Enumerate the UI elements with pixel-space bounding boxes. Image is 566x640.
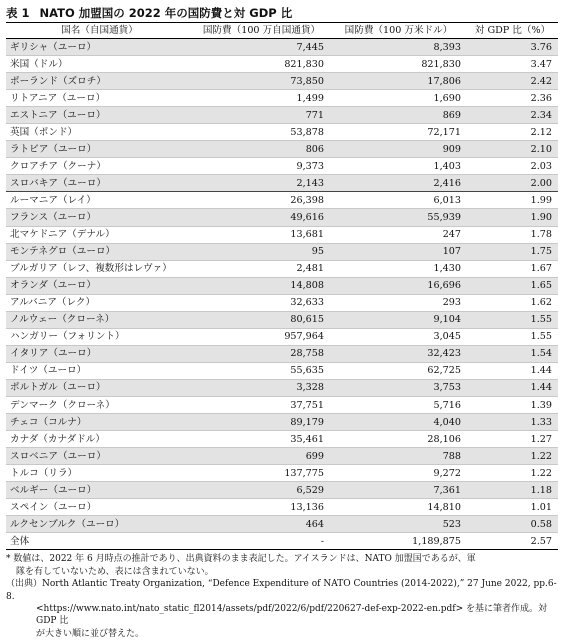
table-row [6, 499, 558, 516]
cell-country: アルバニア（レク） [6, 294, 193, 311]
cell-usd: 1,189,875 [330, 533, 467, 550]
cell-gdp-ratio: 1.22 [467, 465, 558, 482]
cell-usd: 5,716 [330, 396, 467, 413]
table-row [6, 209, 558, 226]
cell-local-currency: 806 [193, 141, 330, 158]
cell-local-currency: 73,850 [193, 73, 330, 90]
cell-local-currency: 35,461 [193, 431, 330, 448]
defence-expenditure-table [6, 22, 558, 550]
cell-local-currency: 14,808 [193, 277, 330, 294]
cell-local-currency: 89,179 [193, 414, 330, 431]
table-header-row [6, 23, 558, 39]
cell-country: モンテネグロ（ユーロ） [6, 243, 193, 260]
cell-country: ラトビア（ユーロ） [6, 141, 193, 158]
cell-usd: 1,430 [330, 260, 467, 277]
cell-local-currency: 49,616 [193, 209, 330, 226]
table-row [6, 141, 558, 158]
cell-local-currency: 53,878 [193, 124, 330, 141]
cell-usd: 4,040 [330, 414, 467, 431]
note-estimate-cont: 隊を有していないため、表には含まれていない。 [16, 566, 214, 577]
cell-usd: 869 [330, 107, 467, 124]
cell-usd: 9,104 [330, 311, 467, 328]
cell-local-currency: 80,615 [193, 311, 330, 328]
table-row [6, 294, 558, 311]
cell-usd: 788 [330, 448, 467, 465]
cell-usd: 821,830 [330, 56, 467, 73]
cell-usd: 6,013 [330, 192, 467, 209]
cell-country: ノルウェー（クローネ） [6, 311, 193, 328]
cell-local-currency: - [193, 533, 330, 550]
table-body [6, 39, 558, 550]
table-number: 表 1 [6, 6, 30, 20]
cell-country: エストニア（ユーロ） [6, 107, 193, 124]
table-row [6, 175, 558, 192]
cell-country: ポーランド（ズロチ） [6, 73, 193, 90]
cell-usd: 14,810 [330, 499, 467, 516]
table-row [6, 56, 558, 73]
cell-gdp-ratio: 1.22 [467, 448, 558, 465]
cell-local-currency: 2,143 [193, 175, 330, 192]
header-gdp-ratio: 対 GDP 比（%） [467, 23, 558, 39]
cell-country: ルクセンブルク（ユーロ） [6, 516, 193, 533]
cell-local-currency: 771 [193, 107, 330, 124]
table-row [6, 311, 558, 328]
table-title [6, 4, 560, 22]
cell-country: 全体 [6, 533, 193, 550]
cell-local-currency: 464 [193, 516, 330, 533]
cell-country: 北マケドニア（デナル） [6, 226, 193, 243]
cell-usd: 293 [330, 294, 467, 311]
cell-gdp-ratio: 1.78 [467, 226, 558, 243]
cell-local-currency: 699 [193, 448, 330, 465]
cell-gdp-ratio: 3.47 [467, 56, 558, 73]
table-row [6, 73, 558, 90]
note-source-url: <https://www.nato.int/nato_static_fl2014/assets/pdf/2022/6/pdf/220627-def-exp-2022-en.pdf> を基に筆者作成。対 GDP 比 [36, 604, 548, 627]
table-title-text: NATO 加盟国の 2022 年の国防費と対 GDP 比 [39, 6, 293, 20]
table-row [6, 379, 558, 396]
table-row [6, 107, 558, 124]
cell-local-currency: 9,373 [193, 158, 330, 175]
cell-gdp-ratio: 1.55 [467, 311, 558, 328]
cell-usd: 523 [330, 516, 467, 533]
cell-usd: 107 [330, 243, 467, 260]
table-row [6, 158, 558, 175]
cell-country: ルーマニア（レイ） [6, 192, 193, 209]
table-total-row [6, 533, 558, 550]
table-row [6, 345, 558, 362]
cell-gdp-ratio: 1.67 [467, 260, 558, 277]
cell-gdp-ratio: 1.55 [467, 328, 558, 345]
table-row [6, 396, 558, 413]
cell-usd: 16,696 [330, 277, 467, 294]
cell-local-currency: 37,751 [193, 396, 330, 413]
cell-gdp-ratio: 0.58 [467, 516, 558, 533]
cell-usd: 32,423 [330, 345, 467, 362]
note-estimate: * 数値は、2022 年 6 月時点の推計であり、出典資料のまま表記した。アイスランドは、NATO 加盟国であるが、軍 [6, 554, 476, 565]
table-row [6, 414, 558, 431]
cell-local-currency: 32,633 [193, 294, 330, 311]
cell-local-currency: 2,481 [193, 260, 330, 277]
cell-gdp-ratio: 1.62 [467, 294, 558, 311]
cell-country: スペイン（ユーロ） [6, 499, 193, 516]
cell-country: スロベニア（ユーロ） [6, 448, 193, 465]
cell-gdp-ratio: 1.75 [467, 243, 558, 260]
cell-local-currency: 1,499 [193, 90, 330, 107]
cell-country: 英国（ポンド） [6, 124, 193, 141]
cell-usd: 62,725 [330, 362, 467, 379]
table-row [6, 482, 558, 499]
table-row [6, 277, 558, 294]
cell-usd: 2,416 [330, 175, 467, 192]
header-country: 国名（自国通貨） [6, 23, 193, 39]
cell-country: イタリア（ユーロ） [6, 345, 193, 362]
table-row [6, 90, 558, 107]
cell-local-currency: 13,681 [193, 226, 330, 243]
cell-usd: 909 [330, 141, 467, 158]
cell-gdp-ratio: 2.36 [467, 90, 558, 107]
cell-country: チェコ（コルナ） [6, 414, 193, 431]
cell-gdp-ratio: 2.00 [467, 175, 558, 192]
cell-gdp-ratio: 2.03 [467, 158, 558, 175]
cell-country: スロバキア（ユーロ） [6, 175, 193, 192]
cell-gdp-ratio: 1.90 [467, 209, 558, 226]
cell-gdp-ratio: 1.33 [467, 414, 558, 431]
header-usd: 国防費（100 万米ドル） [330, 23, 467, 39]
header-local-currency: 国防費（100 万自国通貨） [193, 23, 330, 39]
cell-country: ギリシャ（ユーロ） [6, 39, 193, 56]
cell-usd: 9,272 [330, 465, 467, 482]
cell-gdp-ratio: 1.54 [467, 345, 558, 362]
cell-local-currency: 95 [193, 243, 330, 260]
cell-country: デンマーク（クローネ） [6, 396, 193, 413]
cell-gdp-ratio: 3.76 [467, 39, 558, 56]
cell-local-currency: 13,136 [193, 499, 330, 516]
table-row [6, 362, 558, 379]
cell-usd: 72,171 [330, 124, 467, 141]
cell-gdp-ratio: 2.10 [467, 141, 558, 158]
cell-country: ポルトガル（ユーロ） [6, 379, 193, 396]
table-row [6, 39, 558, 56]
cell-gdp-ratio: 1.18 [467, 482, 558, 499]
note-source: （出典）North Atlantic Treaty Organization, “Defence Expenditure of NATO Countries (2014-2022),” 27 June 2022, pp.6-8. [6, 579, 557, 602]
cell-country: カナダ（カナダドル） [6, 431, 193, 448]
cell-country: トルコ（リラ） [6, 465, 193, 482]
cell-country: ドイツ（ユーロ） [6, 362, 193, 379]
table-row [6, 243, 558, 260]
cell-local-currency: 957,964 [193, 328, 330, 345]
cell-gdp-ratio: 1.27 [467, 431, 558, 448]
cell-usd: 28,106 [330, 431, 467, 448]
cell-gdp-ratio: 2.57 [467, 533, 558, 550]
cell-local-currency: 3,328 [193, 379, 330, 396]
table-row [6, 431, 558, 448]
cell-country: 米国（ドル） [6, 56, 193, 73]
note-source-cont: が大きい順に並び替えた。 [36, 628, 145, 639]
cell-country: ハンガリー（フォリント） [6, 328, 193, 345]
table-row [6, 226, 558, 243]
cell-local-currency: 7,445 [193, 39, 330, 56]
cell-gdp-ratio: 1.39 [467, 396, 558, 413]
cell-usd: 247 [330, 226, 467, 243]
cell-usd: 7,361 [330, 482, 467, 499]
cell-country: オランダ（ユーロ） [6, 277, 193, 294]
cell-local-currency: 26,398 [193, 192, 330, 209]
cell-local-currency: 137,775 [193, 465, 330, 482]
cell-gdp-ratio: 2.12 [467, 124, 558, 141]
cell-gdp-ratio: 1.65 [467, 277, 558, 294]
table-row [6, 124, 558, 141]
cell-gdp-ratio: 1.01 [467, 499, 558, 516]
cell-usd: 17,806 [330, 73, 467, 90]
table-row [6, 465, 558, 482]
table-row [6, 516, 558, 533]
cell-gdp-ratio: 1.99 [467, 192, 558, 209]
cell-gdp-ratio: 1.44 [467, 362, 558, 379]
table-row [6, 260, 558, 277]
cell-usd: 3,045 [330, 328, 467, 345]
cell-local-currency: 28,758 [193, 345, 330, 362]
cell-local-currency: 821,830 [193, 56, 330, 73]
cell-usd: 55,939 [330, 209, 467, 226]
table-notes [6, 553, 558, 640]
cell-country: クロアチア（クーナ） [6, 158, 193, 175]
cell-country: リトアニア（ユーロ） [6, 90, 193, 107]
table-row [6, 192, 558, 209]
cell-usd: 1,403 [330, 158, 467, 175]
cell-usd: 3,753 [330, 379, 467, 396]
cell-local-currency: 6,529 [193, 482, 330, 499]
cell-usd: 8,393 [330, 39, 467, 56]
cell-gdp-ratio: 2.34 [467, 107, 558, 124]
cell-usd: 1,690 [330, 90, 467, 107]
cell-local-currency: 55,635 [193, 362, 330, 379]
table-row [6, 328, 558, 345]
cell-gdp-ratio: 1.44 [467, 379, 558, 396]
table-row [6, 448, 558, 465]
cell-country: フランス（ユーロ） [6, 209, 193, 226]
cell-country: ブルガリア（レフ、複数形はレヴァ） [6, 260, 193, 277]
cell-gdp-ratio: 2.42 [467, 73, 558, 90]
cell-country: ベルギー（ユーロ） [6, 482, 193, 499]
